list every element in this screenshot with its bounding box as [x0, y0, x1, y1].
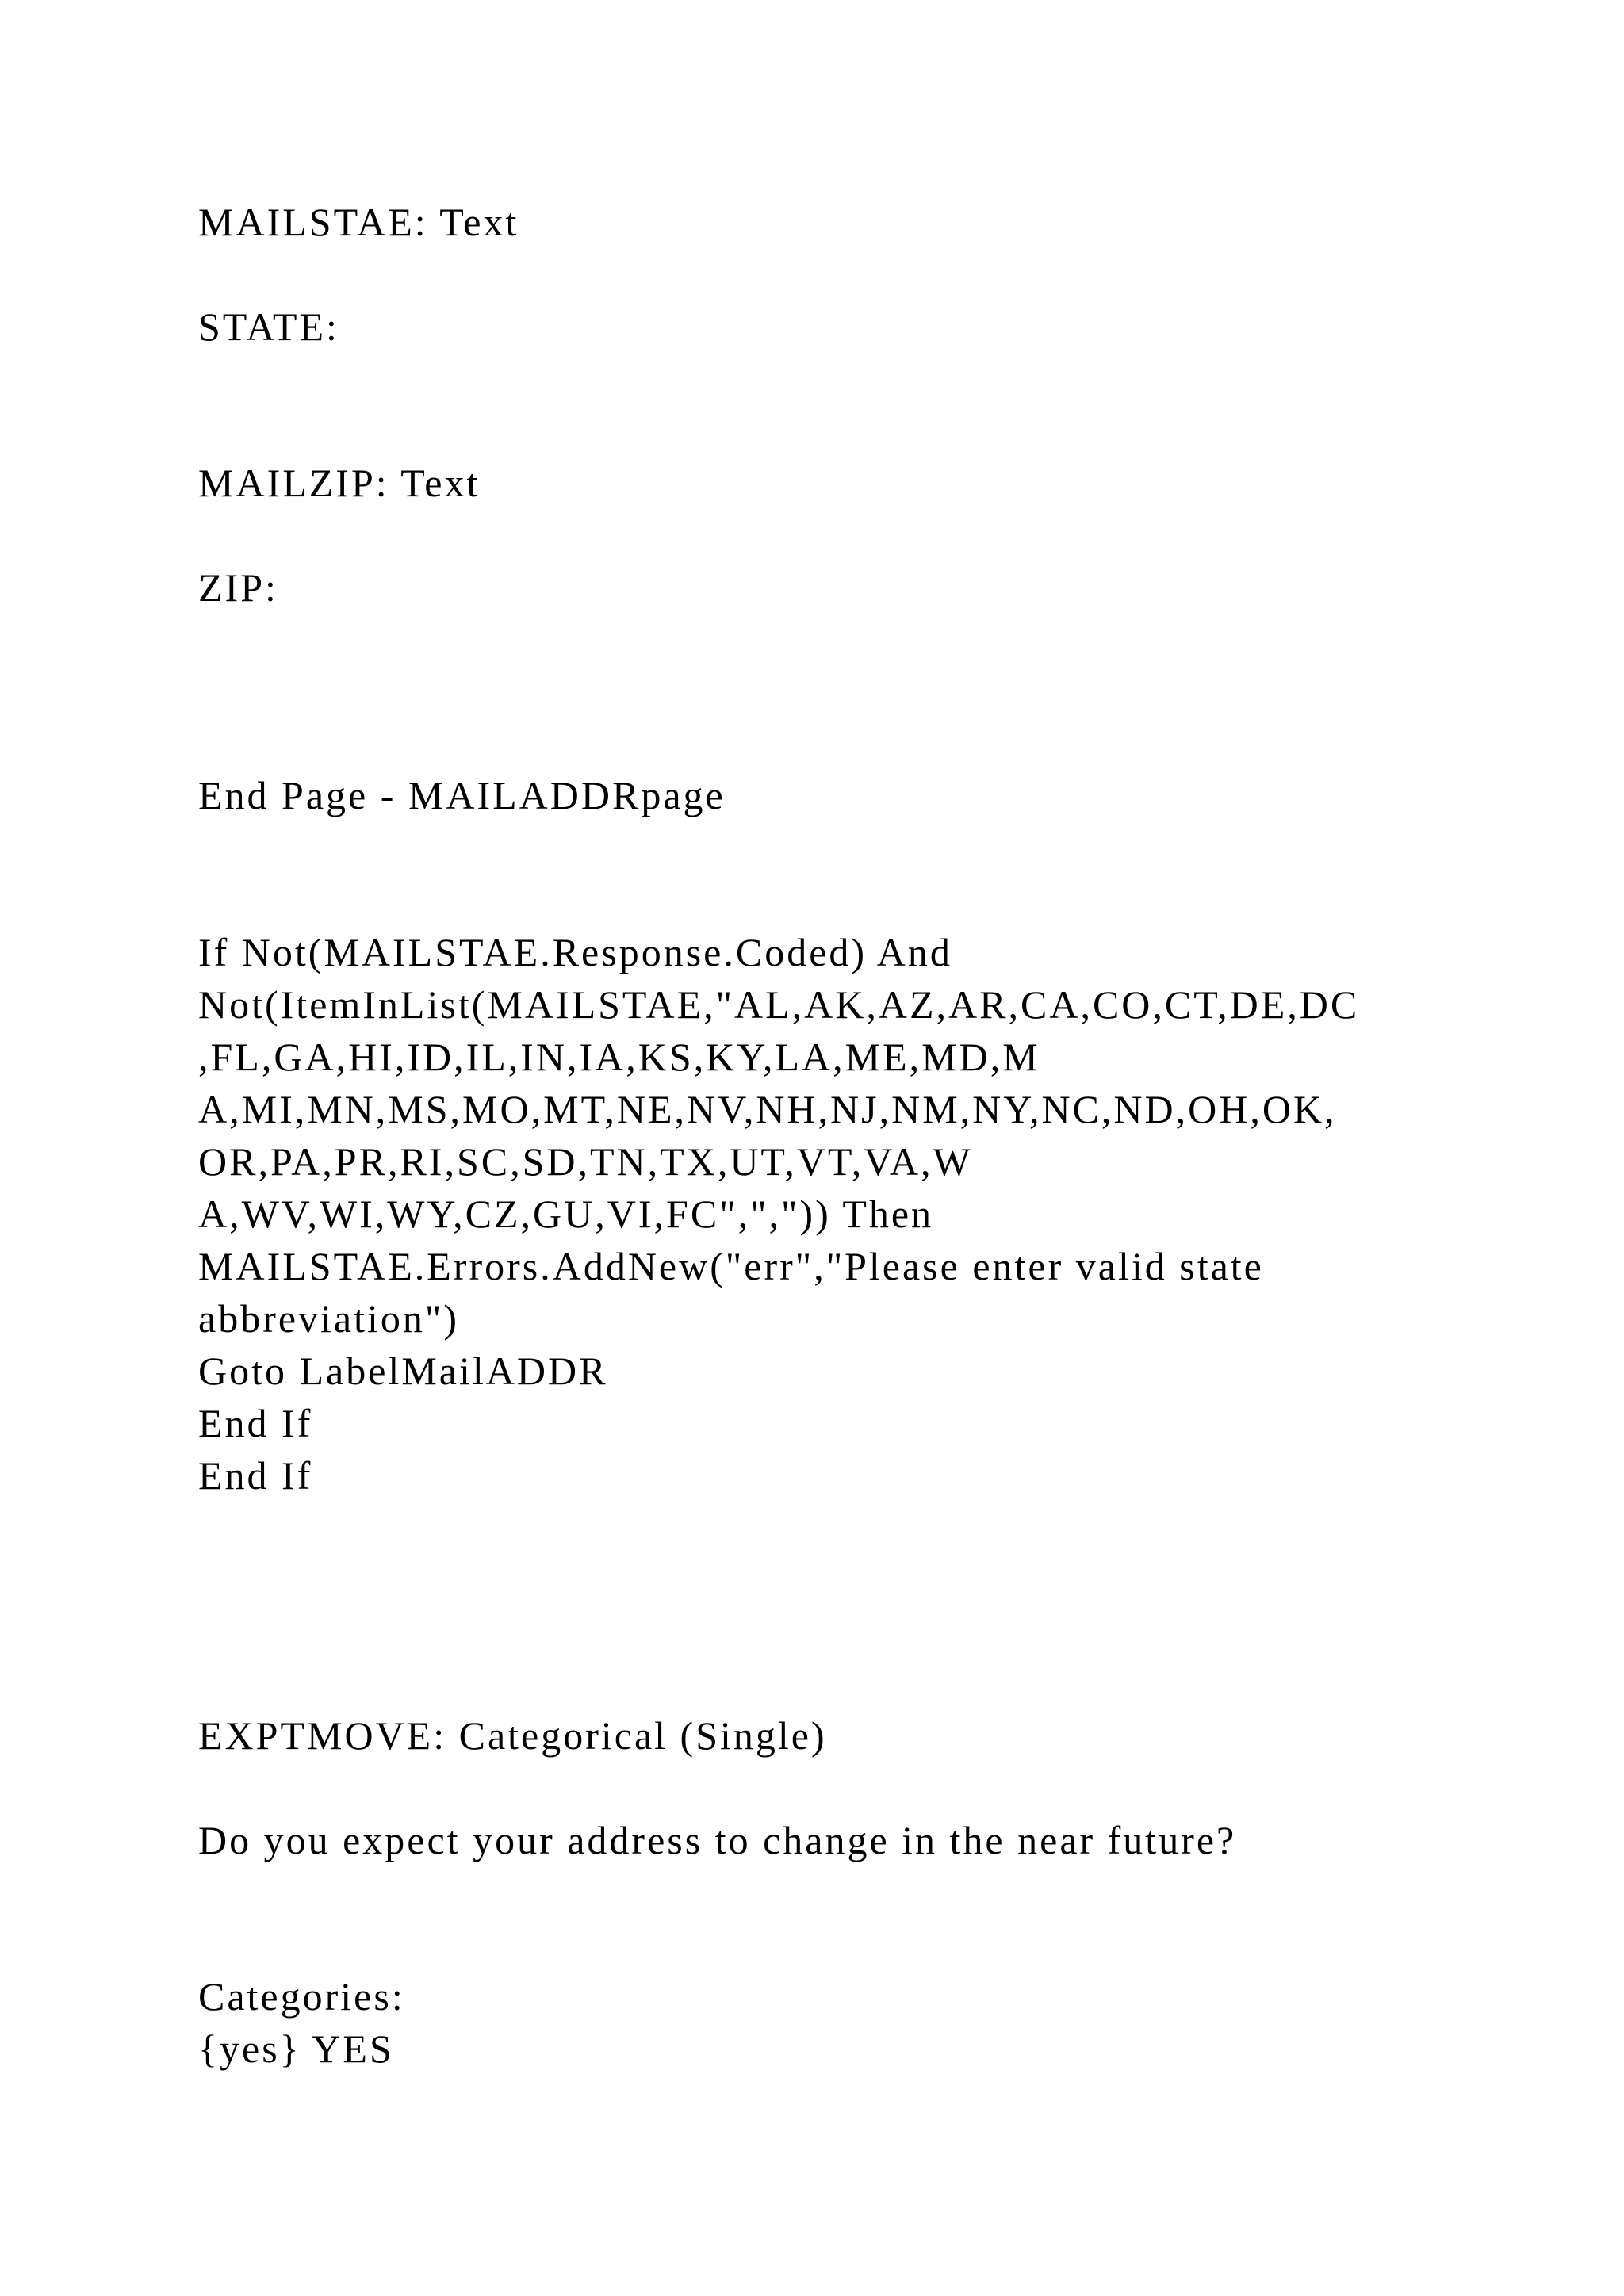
- mailstae-header: MAILSTAE: Text: [198, 200, 519, 244]
- code-line: OR,PA,PR,RI,SC,SD,TN,TX,UT,VT,VA,W: [198, 1139, 973, 1184]
- exptmove-header: EXPTMOVE: Categorical (Single): [198, 1713, 827, 1758]
- question-text: Do you expect your address to change in the near future?: [198, 1818, 1237, 1862]
- category-yes: {yes} YES: [198, 2026, 394, 2071]
- code-line: abbreviation"): [198, 1296, 459, 1341]
- code-line: End If: [198, 1453, 313, 1498]
- code-line: Not(ItemInList(MAILSTAE,"AL,AK,AZ,AR,CA,CO,CT,DE,DC: [198, 982, 1360, 1027]
- state-label: STATE:: [198, 304, 339, 349]
- end-page-line: End Page - MAILADDRpage: [198, 773, 726, 817]
- code-line: MAILSTAE.Errors.AddNew("err","Please enter valid state: [198, 1244, 1264, 1288]
- code-line: A,MI,MN,MS,MO,MT,NE,NV,NH,NJ,NM,NY,NC,ND,OH,OK,: [198, 1087, 1337, 1131]
- zip-label: ZIP:: [198, 565, 278, 610]
- categories-label: Categories:: [198, 1974, 405, 2019]
- mailzip-header: MAILZIP: Text: [198, 461, 481, 505]
- code-line: If Not(MAILSTAE.Response.Coded) And: [198, 930, 952, 974]
- code-line: ,FL,GA,HI,ID,IL,IN,IA,KS,KY,LA,ME,MD,M: [198, 1035, 1040, 1079]
- code-line: End If: [198, 1401, 313, 1445]
- code-line: Goto LabelMailADDR: [198, 1349, 608, 1393]
- code-line: A,WV,WI,WY,CZ,GU,VI,FC",",")) Then: [198, 1192, 934, 1236]
